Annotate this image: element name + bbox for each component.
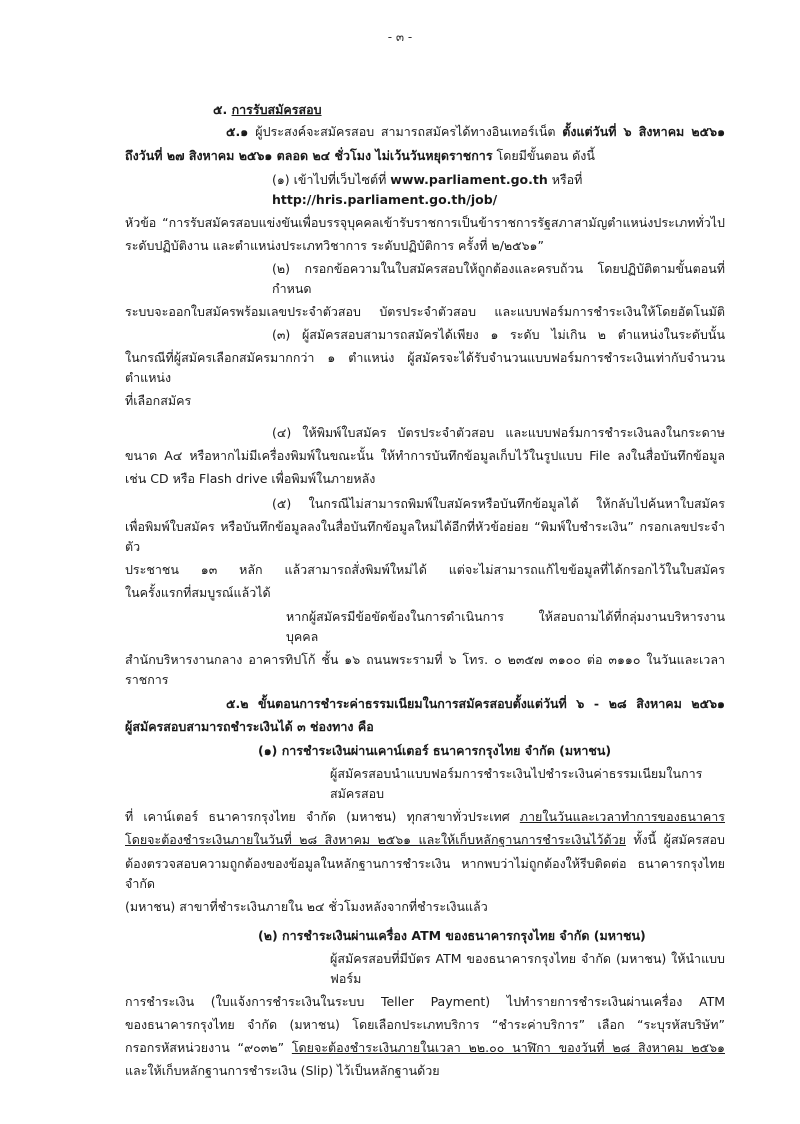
text-line xyxy=(226,694,725,714)
text-line xyxy=(125,446,725,466)
bold-text: http://hris.parliament.go.th/job/ xyxy=(272,192,498,207)
text-segment: หากผู้สมัครมีข้อขัดข้องในการดำเนินการ ให้สอบถามได้ที่กลุ่มงานบริหารงานบุคคล xyxy=(286,609,725,644)
text-line xyxy=(213,100,725,120)
text-line xyxy=(125,213,725,233)
text-segment: ของธนาคารกรุงไทย จำกัด (มหาชน) โดยเลือกประเภทบริการ “ชำระค่าบริการ” เลือก “ระบุรหัสบริษัท” xyxy=(125,1017,725,1032)
text-line xyxy=(330,949,725,989)
bold-text: ๕. xyxy=(213,102,232,117)
text-line xyxy=(125,302,725,322)
text-line xyxy=(272,423,725,443)
text-segment: (๑) เข้าไปที่เว็บไซต์ที่ xyxy=(272,172,391,187)
bold-text: (๒) การชำระเงินผ่านเครื่อง ATM ของธนาคารกรุงไทย จำกัด (มหาชน) xyxy=(258,928,646,943)
text-line xyxy=(272,259,725,299)
text-segment: หรือที่ xyxy=(547,172,583,187)
bold-text: ๕.๒ ขั้นตอนการชำระค่าธรรมเนียมในการสมัครสอบตั้งแต่วันที่ ๖ - ๒๘ สิงหาคม ๒๕๖๑ xyxy=(226,696,725,711)
text-segment: ขนาด A๔ หรือหากไม่มีเครื่องพิมพ์ในขณะนั้น ให้ทำการบันทึกข้อมูลเก็บไว้ในรูปแบบ File ลงในสื่อบันทึกข้อมูล xyxy=(125,448,725,463)
text-segment: และให้เก็บหลักฐานการชำระเงิน (Slip) ไว้เป็นหลักฐานด้วย xyxy=(125,1063,440,1078)
text-line xyxy=(125,1038,725,1058)
underlined-text: การรับสมัครสอบ xyxy=(231,102,322,117)
text-segment: โดยมีขั้นตอน ดังนี้ xyxy=(492,148,595,163)
underlined-text: โดยจะต้องชำระเงินภายในเวลา ๒๒.๐๐ นาฬิกา ของวันที่ ๒๘ สิงหาคม ๒๕๖๑ xyxy=(291,1040,725,1055)
text-line xyxy=(125,391,725,411)
text-segment: ต้องตรวจสอบความถูกต้องของข้อมูลในหลักฐานการชำระเงิน หากพบว่าไม่ถูกต้องให้รีบติดต่อ ธนาคารกรุงไทย จำกัด xyxy=(125,856,725,891)
text-line xyxy=(258,741,725,761)
text-line xyxy=(125,807,725,827)
bold-text: (๑) การชำระเงินผ่านเคาน์เตอร์ ธนาคารกรุงไทย จำกัด (มหาชน) xyxy=(258,743,612,758)
text-segment: ผู้สมัครสอบที่มีบัตร ATM ของธนาคารกรุงไทย จำกัด (มหาชน) ให้นำแบบฟอร์ม xyxy=(330,951,725,986)
text-segment: ระบบจะออกใบสมัครพร้อมเลขประจำตัวสอบ บัตรประจำตัวสอบ และแบบฟอร์มการชำระเงินให้โดยอัตโนมัติ xyxy=(125,304,725,319)
text-line xyxy=(258,926,725,946)
text-line xyxy=(125,469,725,489)
text-line xyxy=(272,494,725,514)
bold-text: www.parliament.go.th xyxy=(390,172,548,187)
underlined-text: โดยจะต้องชำระเงินภายในวันที่ ๒๘ สิงหาคม ๒๕๖๑ และให้เก็บหลักฐานการชำระเงินไว้ด้วย xyxy=(125,832,626,847)
text-segment: (๔) ให้พิมพ์ใบสมัคร บัตรประจำตัวสอบ และแบบฟอร์มการชำระเงินลงในกระดาษ xyxy=(272,425,725,440)
text-line xyxy=(125,1061,725,1081)
text-segment: ประชาชน ๑๓ หลัก แล้วสามารถสั่งพิมพ์ใหม่ได้ แต่จะไม่สามารถแก้ไขข้อมูลที่ได้กรอกไว้ในใบสมัคร xyxy=(125,562,725,577)
text-segment: ทั้งนี้ ผู้สมัครสอบ xyxy=(625,832,725,847)
bold-text: ผู้สมัครสอบสามารถชำระเงินได้ ๓ ช่องทาง คือ xyxy=(125,719,374,734)
text-line xyxy=(125,560,725,580)
text-line xyxy=(125,717,725,737)
text-line xyxy=(125,583,725,603)
text-segment: (๕) ในกรณีไม่สามารถพิมพ์ใบสมัครหรือบันทึกข้อมูลได้ ให้กลับไปค้นหาใบสมัคร xyxy=(272,496,725,511)
text-line xyxy=(125,992,725,1012)
text-segment: กรอกรหัสหน่วยงาน “๙๐๓๒” xyxy=(125,1040,292,1055)
text-segment: (๒) กรอกข้อความในใบสมัครสอบให้ถูกต้องและครบถ้วน โดยปฏิบัติตามขั้นตอนที่กำหนด xyxy=(272,261,725,296)
text-line xyxy=(125,348,725,388)
text-segment: ที่ เคาน์เตอร์ ธนาคารกรุงไทย จำกัด (มหาชน) ทุกสาขาทั่วประเทศ xyxy=(125,809,520,824)
text-segment: (มหาชน) สาขาที่ชำระเงินภายใน ๒๔ ชั่วโมงหลังจากที่ชำระเงินแล้ว xyxy=(125,899,488,914)
text-segment: ในครั้งแรกที่สมบูรณ์แล้วได้ xyxy=(125,585,271,600)
underlined-text: ภายในวันและเวลาทำการของธนาคาร xyxy=(519,809,725,824)
text-line xyxy=(125,830,725,850)
text-segment: (๓) ผู้สมัครสอบสามารถสมัครได้เพียง ๑ ระดับ ไม่เกิน ๒ ตำแหน่งในระดับนั้น xyxy=(272,327,725,342)
text-line xyxy=(272,325,725,345)
text-line xyxy=(226,122,725,142)
bold-text: ตั้งแต่วันที่ ๖ สิงหาคม ๒๕๖๑ xyxy=(562,124,726,139)
text-line xyxy=(125,650,725,690)
bold-text: ๕.๑ xyxy=(226,124,256,139)
text-line xyxy=(125,897,725,917)
text-line xyxy=(125,236,725,256)
bold-text: ถึงวันที่ ๒๗ สิงหาคม ๒๕๖๑ ตลอด ๒๔ ชั่วโมง ไม่เว้นวันหยุดราชการ xyxy=(125,148,493,163)
text-line xyxy=(286,607,725,647)
text-line xyxy=(125,517,725,557)
text-line xyxy=(125,1015,725,1035)
text-segment: ผู้สมัครสอบนำแบบฟอร์มการชำระเงินไปชำระเงินค่าธรรมเนียมในการสมัครสอบ xyxy=(330,766,703,801)
text-segment: การชำระเงิน (ใบแจ้งการชำระเงินในระบบ Teller Payment) ไปทำรายการชำระเงินผ่านเครื่อง ATM xyxy=(125,994,725,1009)
text-segment: เช่น CD หรือ Flash drive เพื่อพิมพ์ในภายหลัง xyxy=(125,471,376,486)
text-segment: หัวข้อ “การรับสมัครสอบแข่งขันเพื่อบรรจุบุคคลเข้ารับราชการเป็นข้าราชการรัฐสภาสามัญตำแหน่งประเภททั่วไป xyxy=(125,215,725,230)
text-segment: ในกรณีที่ผู้สมัครเลือกสมัครมากกว่า ๑ ตำแหน่ง ผู้สมัครจะได้รับจำนวนแบบฟอร์มการชำระเงินเท่ากับจำนวนตำแหน่ง xyxy=(125,350,725,385)
text-line xyxy=(272,170,725,210)
text-segment: ระดับปฏิบัติงาน และตำแหน่งประเภทวิชาการ ระดับปฏิบัติการ ครั้งที่ ๒/๒๕๖๑” xyxy=(125,238,544,253)
text-line xyxy=(125,146,725,166)
text-segment: ผู้ประสงค์จะสมัครสอบ สามารถสมัครได้ทางอินเทอร์เน็ต xyxy=(255,124,563,139)
page-number: - ๓ - xyxy=(387,30,413,44)
text-segment: ที่เลือกสมัคร xyxy=(125,393,192,408)
text-line xyxy=(330,764,725,804)
text-line xyxy=(125,854,725,894)
text-segment: สำนักบริหารงานกลาง อาคารทิปโก้ ชั้น ๑๖ ถนนพระรามที่ ๖ โทร. ๐ ๒๓๕๗ ๓๑๐๐ ต่อ ๓๑๑๐ ในวันและเวลาราชการ xyxy=(125,652,725,687)
text-segment: เพื่อพิมพ์ใบสมัคร หรือบันทึกข้อมูลลงในสื่อบันทึกข้อมูลใหม่ได้อีกที่หัวข้อย่อย “พิมพ์ใบชำระเงิน” กรอกเลขประจำตัว xyxy=(125,519,725,554)
